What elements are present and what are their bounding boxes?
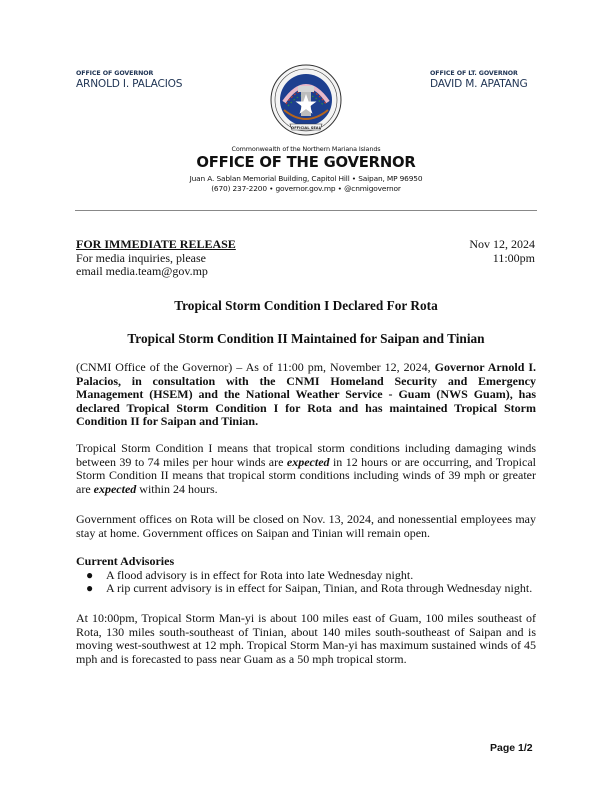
advisories-heading: Current Advisories [76,554,175,568]
seal-banner-text: OFFICIAL SEAL [291,126,321,130]
advisory-item [86,581,546,596]
release-date-block [400,238,535,265]
paragraph-storm-position: At 10:00pm, Tropical Storm Man-yi is about 100 miles east of Guam, 100 miles southeast of Rota, 130 miles south-southeast of Tinian, about 140 miles south-southeast of Saipan and is moving west-southwest at 12 mph. Tropical Storm Man-yi has maximum sustained winds of 45 mph and is forecasted to pass near Guam as a 50 mph tropical storm. [76,611,536,666]
paragraph-declaration [76,361,536,429]
governor-header [76,69,182,91]
page-number: Page 1/2 [490,742,533,754]
lt-governor-office-label: OFFICE OF LT. GOVERNOR [430,70,518,77]
bullet-icon: ● [86,567,94,582]
governor-name: ARNOLD I. PALACIOS [76,78,183,90]
advisories-list [76,569,546,596]
paragraph-declaration-intro: (CNMI Office of the Governor) – As of 11:00 pm, November 12, 2024, [76,360,435,374]
release-date: Nov 12, 2024 [469,237,535,251]
definitions-part-b: in 12 hours or are occurring, and Tropical Storm Condition II means that tropical storm conditions including winds of 39 mph or greater are [76,454,536,496]
release-label: FOR IMMEDIATE RELEASE [76,237,236,251]
paragraph-definitions [76,442,536,496]
paragraph-declaration-bold: Governor Arnold I. Palacios, in consultation with the CNMI Homeland Security and Emergency Management (HSEM) and the National Weather Service - Guam (NWS Guam), has declared Tropical Storm Condition I for Rota and has maintained Tropical Storm Condition II for Saipan and Tinian. [76,360,537,429]
definitions-part-c: within 24 hours. [136,481,218,496]
media-inquiries-line2: email media.team@gov.mp [76,264,208,279]
lt-governor-name: DAVID M. APATANG [430,78,528,90]
office-contact: (670) 237-2200 • governor.gov.mp • @cnmigovernor [211,184,401,193]
advisories-section [76,555,546,596]
lt-governor-header [430,69,528,91]
commonwealth-label: Commonwealth of the Northern Mariana Islands [231,145,381,153]
advisory-item [86,567,546,583]
advisory-text: A flood advisory is in effect for Rota into late Wednesday night. [106,567,414,582]
headline-1: Tropical Storm Condition I Declared For Rota [174,298,438,313]
office-address-block [0,174,612,194]
definitions-emphasis-1: expected [286,454,330,469]
office-address: Juan A. Sablan Memorial Building, Capitol Hill • Saipan, MP 96950 [189,174,423,183]
official-seal-icon [270,64,342,136]
release-block [76,238,236,279]
release-time: 11:00pm [492,250,535,265]
advisory-text: A rip current advisory is in effect for Saipan, Tinian, and Rota through Wednesday night. [106,581,533,596]
definitions-emphasis-2: expected [93,481,137,496]
header-divider [75,210,537,211]
definitions-part-a: Tropical Storm Condition I means that tropical storm conditions including damaging winds between 39 to 74 miles per hour winds are [76,441,536,469]
paragraph-offices: Government offices on Rota will be closed on Nov. 13, 2024, and nonessential employees may stay at home. Government offices on Saipan and Tinian will remain open. [76,512,536,540]
governor-office-label: OFFICE OF GOVERNOR [76,70,154,77]
office-title: OFFICE OF THE GOVERNOR [196,154,416,171]
headline-2: Tropical Storm Condition II Maintained for Saipan and Tinian [127,331,485,346]
media-inquiries-line1: For media inquiries, please [76,250,206,265]
bullet-icon: ● [86,581,94,596]
